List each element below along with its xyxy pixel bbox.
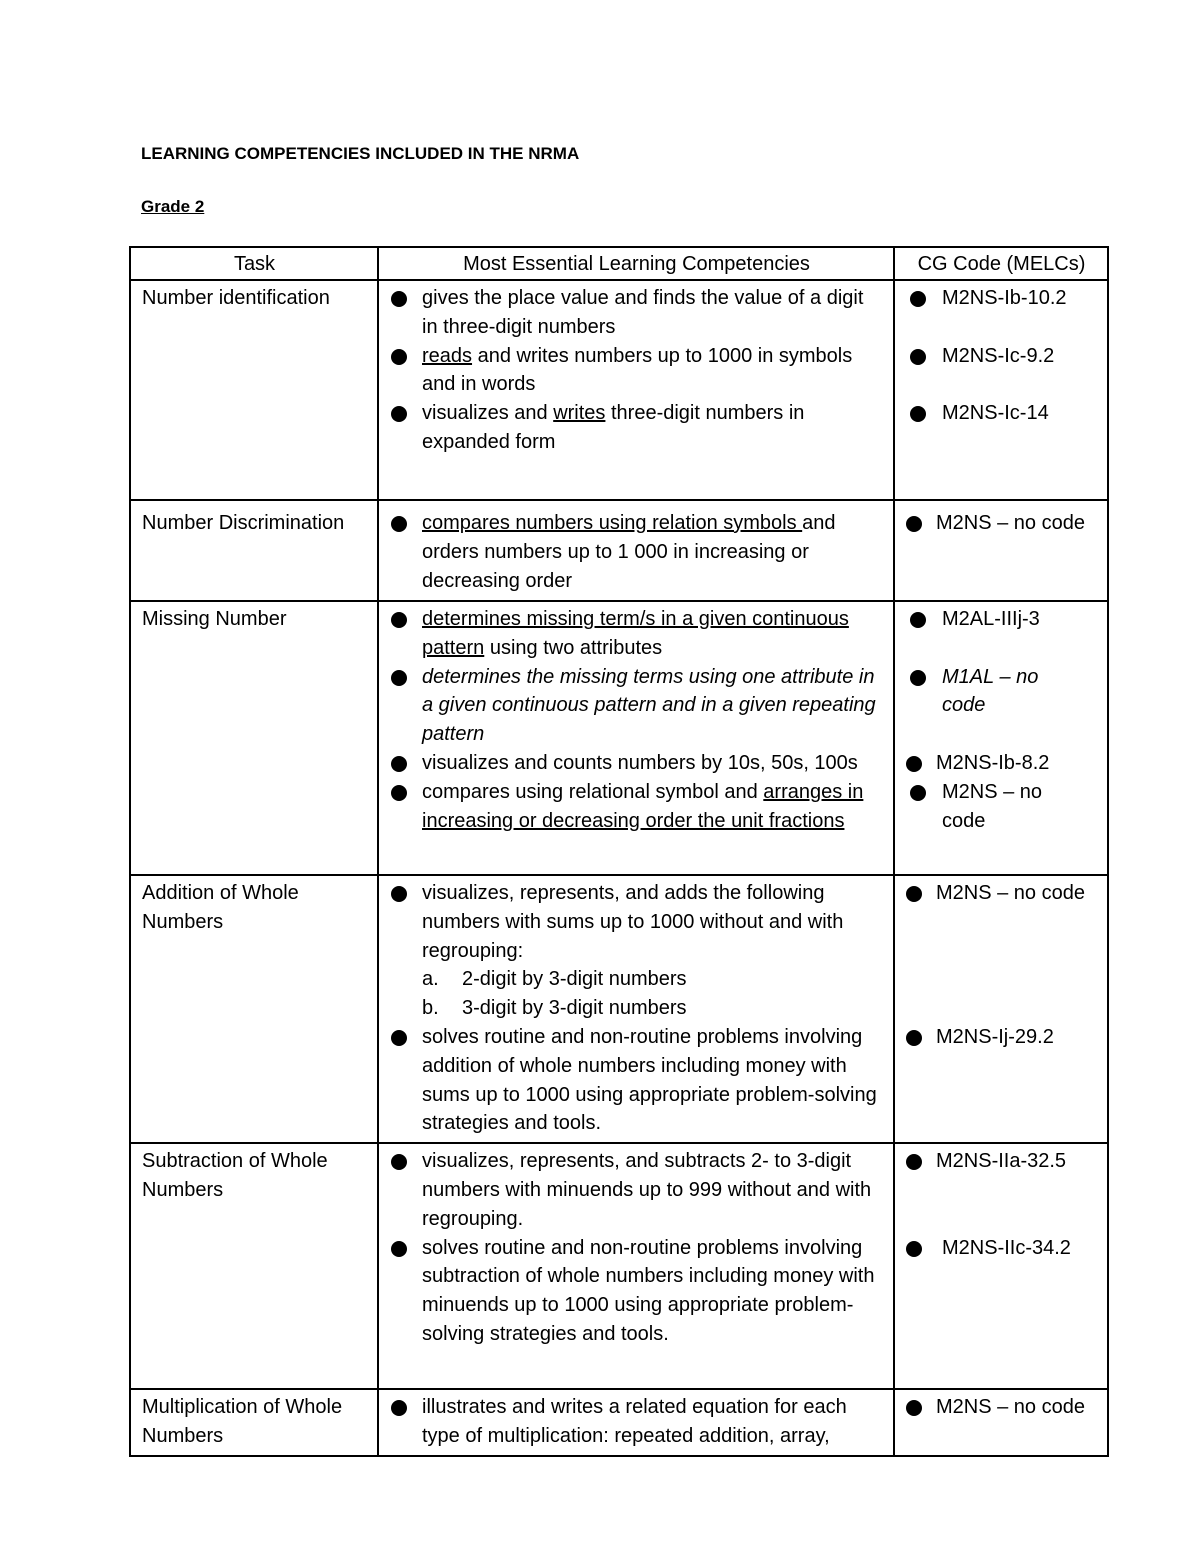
competency-item: compares numbers using relation symbols and orders numbers up to 1 000 in increasing or decreasing order xyxy=(390,509,883,595)
bullet-icon xyxy=(391,1154,407,1170)
code-item: M2NS – no code xyxy=(906,1393,1097,1422)
competencies-table xyxy=(129,246,1109,1457)
bullet-icon xyxy=(391,516,407,532)
competency-cell xyxy=(378,1143,894,1389)
bullet-icon xyxy=(391,349,407,365)
competency-item: gives the place value and finds the value of a digit in three-digit numbers xyxy=(390,284,883,342)
competency-item: determines the missing terms using one attribute in a given continuous pattern and in a given repeating pattern xyxy=(390,663,883,749)
task-cell xyxy=(130,875,378,1143)
sub-item: b. 3-digit by 3-digit numbers xyxy=(422,997,687,1020)
competency-cell xyxy=(378,601,894,875)
bullet-icon xyxy=(391,1030,407,1046)
competency-item: visualizes and counts numbers by 10s, 50s, 100s xyxy=(390,749,883,778)
task-cell xyxy=(130,1143,378,1389)
competency-cell xyxy=(378,500,894,601)
code-cell xyxy=(894,1389,1108,1456)
task-name: Addition of Whole Numbers xyxy=(142,882,299,933)
task-cell xyxy=(130,1389,378,1456)
header-competencies: Most Essential Learning Competencies xyxy=(378,247,894,280)
bullet-icon xyxy=(391,612,407,628)
bullet-icon xyxy=(910,612,926,628)
task-cell xyxy=(130,601,378,875)
competency-cell xyxy=(378,280,894,500)
bullet-icon xyxy=(910,349,926,365)
header-cg-code: CG Code (MELCs) xyxy=(894,247,1108,280)
competency-item: illustrates and writes a related equation for each type of multiplication: repeated addition, array, xyxy=(390,1393,883,1451)
header-task: Task xyxy=(130,247,378,280)
bullet-icon xyxy=(910,670,926,686)
code-item: M2NS-Ic-14 xyxy=(906,399,1097,428)
competency-item: solves routine and non-routine problems involving subtraction of whole numbers including money with minuends up to 1000 using appropriate problem-solving strategies and tools. xyxy=(390,1234,883,1349)
grade-label: Grade 2 xyxy=(141,197,205,216)
bullet-icon xyxy=(391,756,407,772)
table-row xyxy=(130,1389,1108,1456)
code-cell xyxy=(894,875,1108,1143)
bullet-icon xyxy=(391,1241,407,1257)
bullet-icon xyxy=(391,291,407,307)
code-item: M2NS-IIa-32.5 xyxy=(906,1147,1097,1176)
table-row xyxy=(130,1143,1108,1389)
task-name: Subtraction of Whole Numbers xyxy=(142,1150,328,1201)
code-cell xyxy=(894,1143,1108,1389)
code-cell xyxy=(894,601,1108,875)
bullet-icon xyxy=(906,1030,922,1046)
code-item: M2NS-Ic-9.2 xyxy=(906,342,1097,371)
code-cell xyxy=(894,500,1108,601)
table-row xyxy=(130,280,1108,500)
bullet-icon xyxy=(391,785,407,801)
competency-item: solves routine and non-routine problems involving addition of whole numbers including money with sums up to 1000 using appropriate problem-solving strategies and tools. xyxy=(390,1023,883,1138)
task-cell xyxy=(130,280,378,500)
bullet-icon xyxy=(906,756,922,772)
bullet-icon xyxy=(906,1154,922,1170)
table-row xyxy=(130,500,1108,601)
bullet-icon xyxy=(910,406,926,422)
table-row xyxy=(130,875,1108,1143)
bullet-icon xyxy=(906,516,922,532)
competency-item: visualizes, represents, and adds the following numbers with sums up to 1000 without and with regrouping: a. 2-digit by 3-digit numbers b. 3-digit by 3-digit numbers xyxy=(390,879,883,1023)
bullet-icon xyxy=(906,1241,922,1257)
task-name: Missing Number xyxy=(142,608,287,630)
code-item: M2NS-Ij-29.2 xyxy=(906,1023,1097,1052)
code-item: M2NS-Ib-8.2 xyxy=(906,749,1097,778)
code-item: M2AL-IIIj-3 xyxy=(906,605,1097,634)
task-name: Multiplication of Whole Numbers xyxy=(142,1396,343,1447)
code-item: M2NS – no code xyxy=(906,778,1052,836)
code-item: M2NS – no code xyxy=(906,509,1097,538)
competency-item: visualizes and writes three-digit numbers in expanded form xyxy=(390,399,883,457)
bullet-icon xyxy=(910,785,926,801)
competency-cell xyxy=(378,875,894,1143)
code-item: M2NS-Ib-10.2 xyxy=(906,284,1097,313)
table-row xyxy=(130,601,1108,875)
bullet-icon xyxy=(391,1400,407,1416)
competency-item: compares using relational symbol and arranges in increasing or decreasing order the unit fractions xyxy=(390,778,883,836)
code-item: M1AL – no code xyxy=(906,663,1052,721)
sub-item: a. 2-digit by 3-digit numbers xyxy=(422,968,687,991)
bullet-icon xyxy=(906,1400,922,1416)
document-title: LEARNING COMPETENCIES INCLUDED IN THE NRMA xyxy=(141,144,580,163)
code-cell xyxy=(894,280,1108,500)
task-cell xyxy=(130,500,378,601)
table-header-row xyxy=(130,247,1108,280)
competency-item: visualizes, represents, and subtracts 2- to 3-digit numbers with minuends up to 999 without and with regrouping. xyxy=(390,1147,883,1233)
bullet-icon xyxy=(391,886,407,902)
bullet-icon xyxy=(391,406,407,422)
code-item: M2NS – no code xyxy=(906,879,1097,908)
task-name: Number Discrimination xyxy=(142,512,345,534)
competency-item: determines missing term/s in a given continuous pattern using two attributes xyxy=(390,605,883,663)
bullet-icon xyxy=(391,670,407,686)
bullet-icon xyxy=(910,291,926,307)
bullet-icon xyxy=(906,886,922,902)
task-name: Number identification xyxy=(142,287,330,309)
competency-cell xyxy=(378,1389,894,1456)
code-item: M2NS-IIc-34.2 xyxy=(906,1234,1097,1263)
competency-item: reads and writes numbers up to 1000 in symbols and in words xyxy=(390,342,883,400)
sub-list xyxy=(422,965,883,1023)
